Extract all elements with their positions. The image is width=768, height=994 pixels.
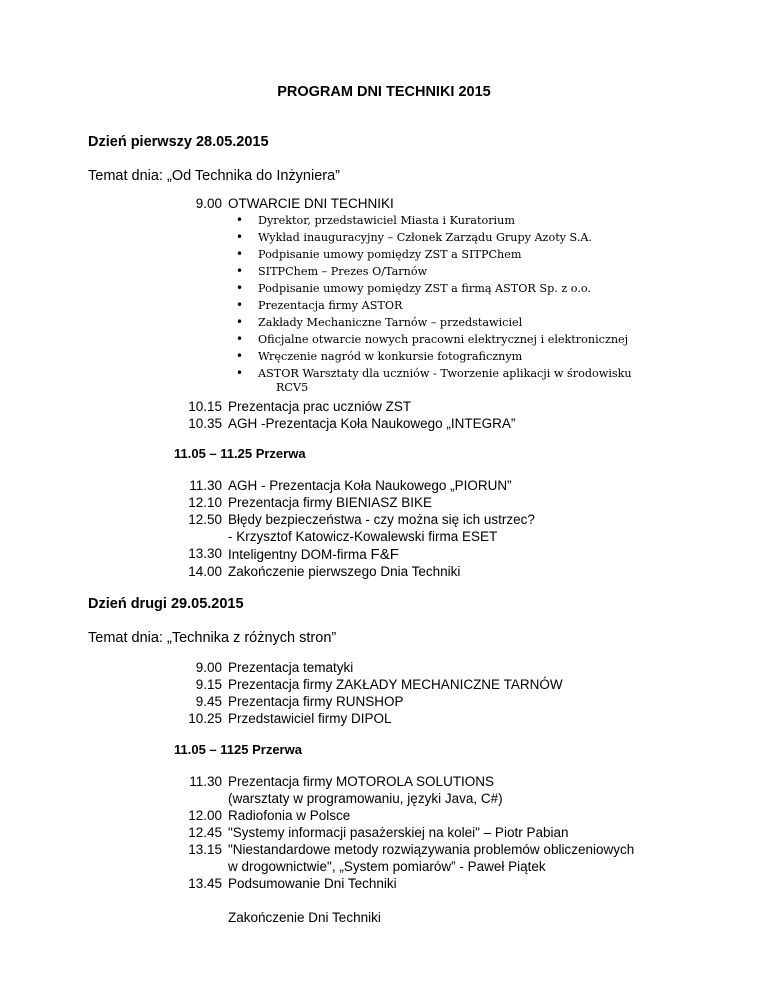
schedule-time: 9.15 <box>195 677 222 692</box>
closing-text: Zakończenie Dni Techniki <box>228 910 381 925</box>
schedule-label: Podsumowanie Dni Techniki <box>228 876 397 891</box>
schedule-time: 10.15 <box>188 399 222 414</box>
company-name: F&F <box>370 546 399 563</box>
schedule-time: 10.35 <box>188 416 222 431</box>
schedule-time: 11.30 <box>189 774 222 789</box>
schedule-time: 12.45 <box>188 825 222 840</box>
bullet-item: • Oficjalne otwarcie nowych pracowni elektrycznej i elektronicznej <box>255 331 632 348</box>
schedule-time: 13.30 <box>188 546 222 561</box>
schedule-time: 12.50 <box>188 512 222 527</box>
schedule-time: 12.10 <box>188 495 222 510</box>
day2-topic: Temat dnia: „Technika z różnych stron” <box>88 630 337 646</box>
schedule-label-text: Inteligentny DOM-firma <box>228 547 371 562</box>
schedule-time: 10.25 <box>188 711 222 726</box>
schedule-time: 14.00 <box>188 564 222 579</box>
schedule-label: "Systemy informacji pasażerskiej na kolei" – Piotr Pabian <box>228 825 569 840</box>
schedule-label: AGH - Prezentacja Koła Naukowego „PIORUN” <box>228 478 512 493</box>
schedule-time: 12.00 <box>188 808 222 823</box>
schedule-label: Błędy bezpieczeństwa - czy można się ich ustrzec? <box>228 512 535 527</box>
schedule-label: Prezentacja firmy ZAKŁADY MECHANICZNE TARNÓW <box>228 677 563 692</box>
bullet-item: • Zakłady Mechaniczne Tarnów – przedstawiciel <box>255 314 632 331</box>
schedule-label: Radiofonia w Polsce <box>228 808 351 823</box>
day1-heading: Dzień pierwszy 28.05.2015 <box>88 134 269 150</box>
day1-opening-time: 9.00 <box>195 196 222 211</box>
schedule-time: 13.45 <box>188 876 222 891</box>
bullet-item: • Wykład inauguracyjny – Członek Zarządu Grupy Azoty S.A. <box>255 229 632 246</box>
day2-break: 11.05 – 1125 Przerwa <box>174 742 302 757</box>
day1-break: 11.05 – 11.25 Przerwa <box>174 446 306 461</box>
schedule-time: 9.45 <box>195 694 222 709</box>
schedule-label: Prezentacja prac uczniów ZST <box>228 399 412 414</box>
bullet-item: • Wręczenie nagród w konkursie fotograficznym <box>255 348 632 365</box>
schedule-label-continuation: w drogownictwie", „System pomiarów” - Paweł Piątek <box>228 859 546 874</box>
day1-opening-bullet-list <box>255 212 632 382</box>
schedule-label: Prezentacja firmy RUNSHOP <box>228 694 404 709</box>
schedule-label: AGH -Prezentacja Koła Naukowego „INTEGRA” <box>228 416 516 431</box>
bullet-item: • Podpisanie umowy pomiędzy ZST a firmą ASTOR Sp. z o.o. <box>255 280 632 297</box>
bullet-item: • Dyrektor, przedstawiciel Miasta i Kuratorium <box>255 212 632 229</box>
bullet-item: • SITPChem – Prezes O/Tarnów <box>255 263 632 280</box>
day1-opening-label: OTWARCIE DNI TECHNIKI <box>228 196 394 211</box>
schedule-label: Prezentacja firmy BIENIASZ BIKE <box>228 495 433 510</box>
schedule-label: Prezentacja firmy MOTOROLA SOLUTIONS <box>228 774 495 789</box>
schedule-label: Przedstawiciel firmy DIPOL <box>228 711 392 726</box>
schedule-label: Prezentacja tematyki <box>228 660 354 675</box>
schedule-time: 13.15 <box>188 842 222 857</box>
page-title: PROGRAM DNI TECHNIKI 2015 <box>277 84 491 100</box>
schedule-label-continuation: - Krzysztof Katowicz-Kowalewski firma ESET <box>228 529 498 544</box>
schedule-label <box>228 546 399 563</box>
schedule-time: 11.30 <box>189 478 222 493</box>
bullet-item: • Prezentacja firmy ASTOR <box>255 297 632 314</box>
bullet-item: • ASTOR Warsztaty dla uczniów - Tworzenie aplikacji w środowisku <box>255 365 632 382</box>
bullet-continuation: RCV5 <box>276 381 309 394</box>
schedule-label: Zakończenie pierwszego Dnia Techniki <box>228 564 461 579</box>
schedule-label-continuation: (warsztaty w programowaniu, języki Java, C#) <box>228 791 503 806</box>
day1-topic: Temat dnia: „Od Technika do Inżyniera” <box>88 168 341 184</box>
schedule-time: 9.00 <box>195 660 222 675</box>
schedule-label: "Niestandardowe metody rozwiązywania problemów obliczeniowych <box>228 842 635 857</box>
day2-heading: Dzień drugi 29.05.2015 <box>88 596 244 612</box>
bullet-item: • Podpisanie umowy pomiędzy ZST a SITPChem <box>255 246 632 263</box>
